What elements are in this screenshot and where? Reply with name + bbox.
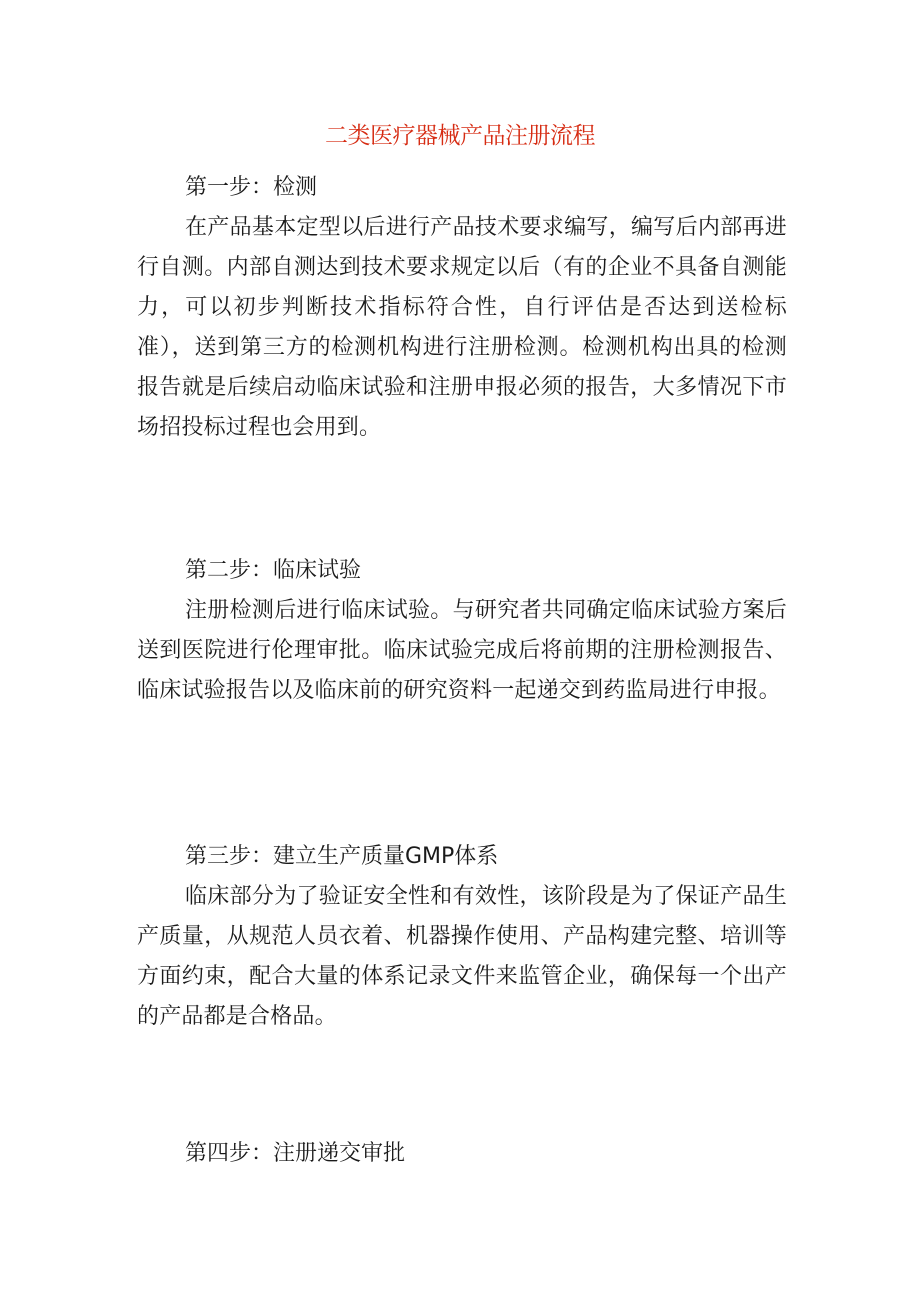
document-title: 二类医疗器械产品注册流程 — [325, 123, 595, 149]
step-body-2: 注册检测后进行临床试验。与研究者共同确定临床试验方案后送到医院进行伦理审批。临床试验完成后将前期的注册检测报告、临床试验报告以及临床前的研究资料一起递交到药监局进行申报。 — [137, 598, 787, 703]
step-heading-2: 第二步：临床试验 — [185, 558, 362, 583]
step-body-3: 临床部分为了验证安全性和有效性，该阶段是为了保证产品生产质量，从规范人员衣着、机器操作使用、产品构建完整、培训等方面约束，配合大量的体系记录文件来监管企业，确保每一个出产的产品都是合格品。 — [137, 884, 787, 1029]
step-heading-3: 第三步：建立生产质量GMP体系 — [185, 844, 499, 869]
step-section-4 — [137, 1134, 787, 1174]
step-section-1 — [137, 168, 787, 448]
step-heading-1: 第一步：检测 — [185, 175, 318, 200]
step-section-3 — [137, 837, 787, 1037]
step-heading-4: 第四步：注册递交审批 — [185, 1141, 406, 1166]
step-section-2 — [137, 551, 787, 711]
step-body-1: 在产品基本定型以后进行产品技术要求编写，编写后内部再进行自测。内部自测达到技术要求规定以后（有的企业不具备自测能力，可以初步判断技术指标符合性，自行评估是否达到送检标准），送到第三方的检测机构进行注册检测。检测机构出具的检测报告就是后续启动临床试验和注册申报必须的报告，大多情况下市场招投标过程也会用到。 — [137, 215, 787, 440]
